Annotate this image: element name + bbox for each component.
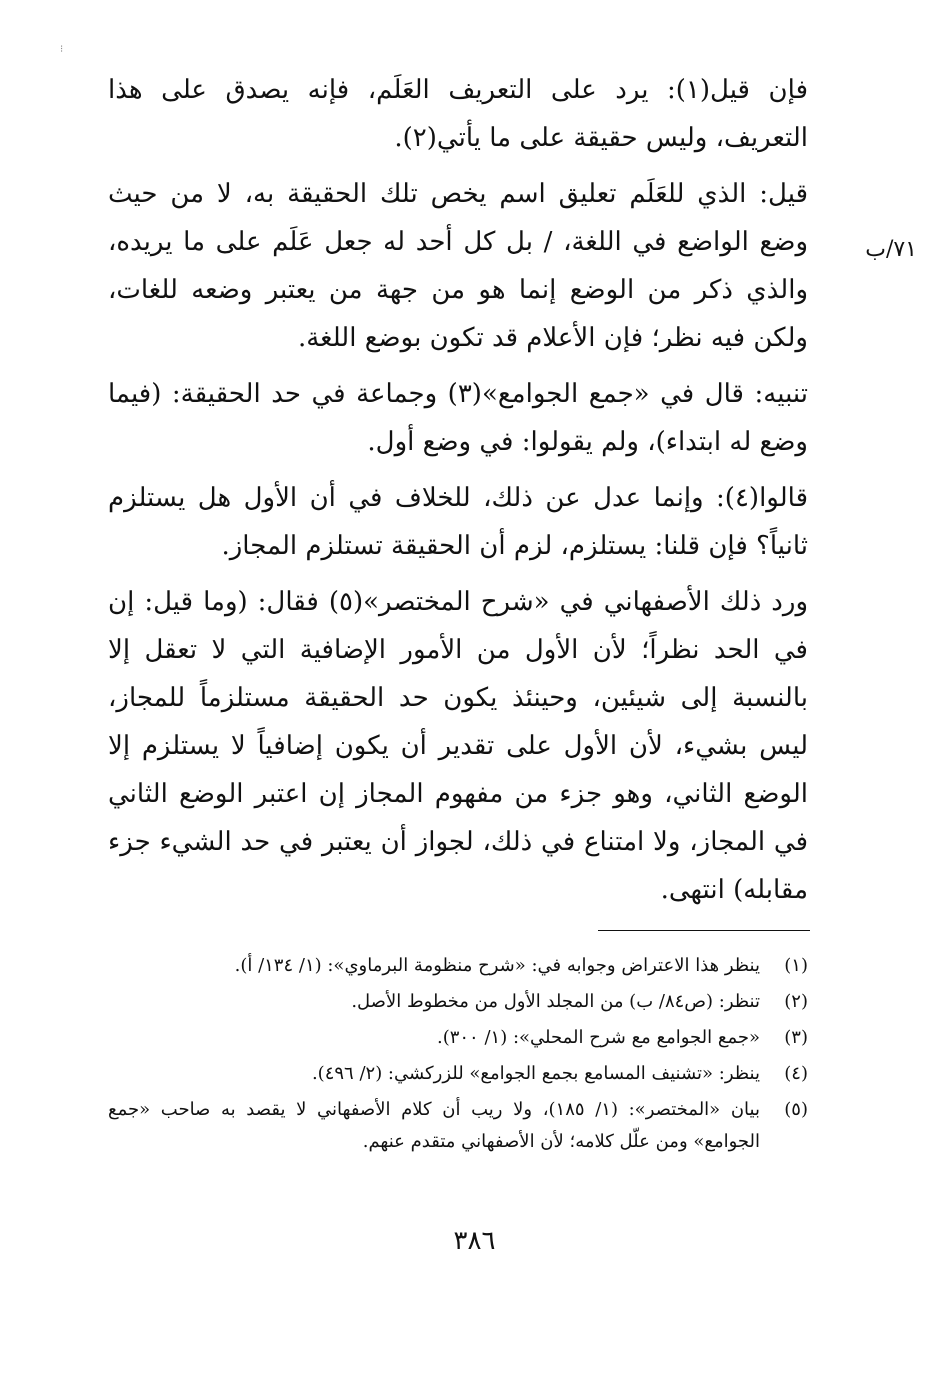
footnote-number: (٢) — [784, 991, 808, 1012]
paragraph-4: قالوا(٤): وإنما عدل عن ذلك، للخلاف في أن الأول هل يستلزم ثانياً؟ فإن قلنا: يستلزم، لزم أن الحقيقة تستلزم المجاز. — [108, 483, 808, 561]
footnote-text: بيان «المختصر»: (١/ ١٨٥)، ولا ريب أن كلام الأصفهاني لا يقصد به صاحب «جمع الجوامع» ومن علّل كلامه؛ لأن الأصفهاني متقدم عنهم. — [108, 1099, 760, 1152]
manuscript-folio-marker: ٧١/ب — [865, 237, 917, 262]
paragraph-3: تنبيه: قال في «جمع الجوامع»(٣) وجماعة في حد الحقيقة: (فيما وضع له ابتداء)، ولم يقولوا: في وضع أول. — [108, 379, 808, 457]
footnote-separator — [598, 930, 810, 931]
footnote-4 — [108, 1058, 808, 1090]
paragraph-5: ورد ذلك الأصفهاني في «شرح المختصر»(٥) فقال: (وما قيل: إن في الحد نظراً؛ لأن الأول من الأمور الإضافية التي لا تعقل إلا بالنسبة إلى شيئين، وحينئذ يكون حد الحقيقة مستلزماً للمجاز، ليس بشيء، لأن الأول على تقدير أن يكون إضافياً لا يستلزم إلا الوضع الثاني، وهو جزء من مفهوم المجاز إن اعتبر الوضع الثاني في المجاز، ولا امتناع في ذلك، لجواز أن يعتبر في حد الشيء جزء مقابله) انتهى. — [108, 587, 808, 905]
paragraph-1: فإن قيل(١): يرد على التعريف العَلَم، فإنه يصدق على هذا التعريف، وليس حقيقة على ما يأتي(٢). — [108, 75, 808, 153]
footnote-number: (٤) — [784, 1063, 808, 1084]
footnote-text: ينظر: «تشنيف المسامع بجمع الجوامع» للزركشي: (٢/ ٤٩٦). — [311, 1063, 760, 1084]
main-text — [108, 66, 808, 922]
scan-mark: ⁝ — [60, 44, 64, 55]
footnote-3 — [108, 1022, 808, 1054]
footnote-text: «جمع الجوامع مع شرح المحلي»: (١/ ٣٠٠). — [436, 1027, 760, 1048]
footnote-text: ينظر هذا الاعتراض وجوابه في: «شرح منظومة البرماوي»: (١/ ١٣٤/ أ). — [234, 955, 760, 976]
page-number: ٣٨٦ — [453, 1226, 496, 1256]
footnote-5 — [108, 1094, 808, 1158]
footnote-2 — [108, 986, 808, 1018]
footnotes — [108, 950, 808, 1162]
footnote-number: (١) — [784, 955, 808, 976]
footnote-number: (٣) — [784, 1027, 808, 1048]
footnote-number: (٥) — [784, 1099, 808, 1120]
paragraph-2: قيل: الذي للعَلَم تعليق اسم يخص تلك الحقيقة به، لا من حيث وضع الواضع في اللغة، / بل كل أحد له جعل عَلَم على ما يريده، والذي ذكر من الوضع إنما هو من جهة من يعتبر وضعه للغات، ولكن فيه نظر؛ فإن الأعلام قد تكون بوضع اللغة. — [108, 179, 808, 353]
footnote-1 — [108, 950, 808, 982]
footnote-text: تنظر: (ص٨٤/ ب) من المجلد الأول من مخطوط الأصل. — [351, 991, 760, 1012]
